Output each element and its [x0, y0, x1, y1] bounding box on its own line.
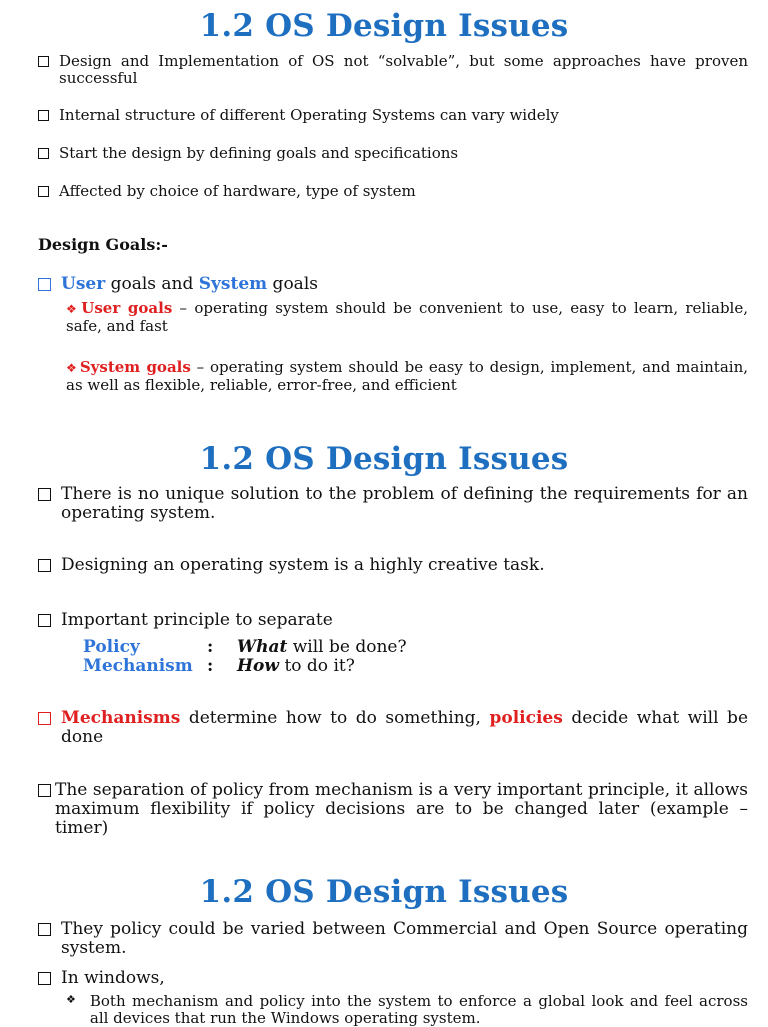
checkbox-icon	[38, 784, 51, 797]
design-goals-heading: Design Goals:-	[38, 235, 168, 254]
checkbox-icon	[38, 148, 49, 159]
system-label: System	[198, 274, 268, 294]
user-goals-label: User goals	[81, 299, 173, 317]
bullet4-end: decide what will be done	[61, 708, 748, 747]
checkbox-icon	[38, 186, 49, 197]
checkbox-icon	[38, 559, 51, 572]
bullet-text: Important principle to separate	[61, 610, 333, 630]
checkbox-icon	[38, 712, 51, 725]
bullet-text: Internal structure of different Operating Systems can vary widely	[59, 106, 559, 124]
checkbox-icon	[38, 614, 51, 627]
system-goals-text: – operating system should be easy to design, implement, and maintain, as well as flexible, reliable, error-free, and efficient	[66, 358, 748, 394]
user-label: User	[61, 274, 106, 294]
slide2-bullet-5	[38, 781, 748, 838]
checkbox-icon	[38, 488, 51, 501]
bullet-text: There is no unique solution to the problem of defining the requirements for an operating system.	[61, 484, 748, 523]
policy-row	[83, 638, 407, 657]
mechanism-label: Mechanism	[83, 656, 193, 676]
slide1-title: 1.2 OS Design Issues	[199, 8, 569, 44]
checkbox-icon	[38, 278, 51, 291]
user-goals-text: – operating system should be convenient to use, easy to learn, reliable, safe, and fast	[66, 299, 748, 335]
policies-label: policies	[489, 708, 563, 728]
mechanism-colon: :	[207, 656, 214, 676]
slide1-bullet-1	[38, 53, 748, 87]
slide3-bullet-2	[38, 969, 748, 988]
checkbox-icon	[38, 923, 51, 936]
policy-colon: :	[207, 637, 214, 657]
bullet-text: Designing an operating system is a highly creative task.	[61, 555, 545, 575]
slide1-bullet-2	[38, 107, 748, 124]
diamond-bullet-icon: ❖	[66, 302, 80, 316]
sub-bullet-text: Both mechanism and policy into the system to enforce a global look and feel across all devices that run the Windows operating system.	[89, 992, 748, 1027]
diamond-bullet-icon: ❖	[66, 361, 78, 375]
checkbox-icon	[38, 56, 49, 67]
slide3-title: 1.2 OS Design Issues	[199, 874, 569, 910]
slide2-bullet-3	[38, 611, 748, 630]
mechanism-row	[83, 657, 355, 676]
slide2-title: 1.2 OS Design Issues	[199, 441, 569, 477]
user-goals-item	[66, 300, 748, 335]
policy-rest: will be done?	[287, 637, 407, 657]
slide3-sub-1	[66, 993, 748, 1027]
mechanisms-label: Mechanisms	[61, 708, 181, 728]
slide1-bullet-4	[38, 183, 748, 200]
checkbox-icon	[38, 110, 49, 121]
slide3-bullet-1	[38, 920, 748, 958]
diamond-bullet-icon: ❖	[66, 993, 76, 1006]
bullet-text: The separation of policy from mechanism is a very important principle, it allows maximum flexibility if policy decisions are to be changed later (example – timer)	[55, 780, 748, 838]
policy-what: What	[237, 637, 288, 657]
mechanism-how: How	[237, 656, 280, 676]
bullet-text: They policy could be varied between Commercial and Open Source operating system.	[61, 919, 748, 958]
slide2-bullet-2	[38, 556, 748, 575]
goals-end-text: goals	[267, 274, 318, 294]
bullet-text: In windows,	[61, 968, 165, 988]
goals-line	[38, 275, 748, 294]
system-goals-label: System goals	[79, 358, 191, 376]
bullet-text: Design and Implementation of OS not “solvable”, but some approaches have proven successful	[59, 52, 748, 87]
bullet-text: Affected by choice of hardware, type of system	[59, 182, 416, 200]
policy-label: Policy	[83, 637, 140, 657]
slide2-bullet-1	[38, 485, 748, 523]
bullet4-mid: determine how to do something,	[180, 708, 490, 728]
bullet-text: Start the design by defining goals and specifications	[59, 144, 459, 162]
goals-mid-text: goals and	[105, 274, 199, 294]
slide2-bullet-4	[38, 709, 748, 747]
slide1-bullet-3	[38, 145, 748, 162]
system-goals-item	[66, 359, 748, 394]
mechanism-rest: to do it?	[279, 656, 355, 676]
checkbox-icon	[38, 972, 51, 985]
